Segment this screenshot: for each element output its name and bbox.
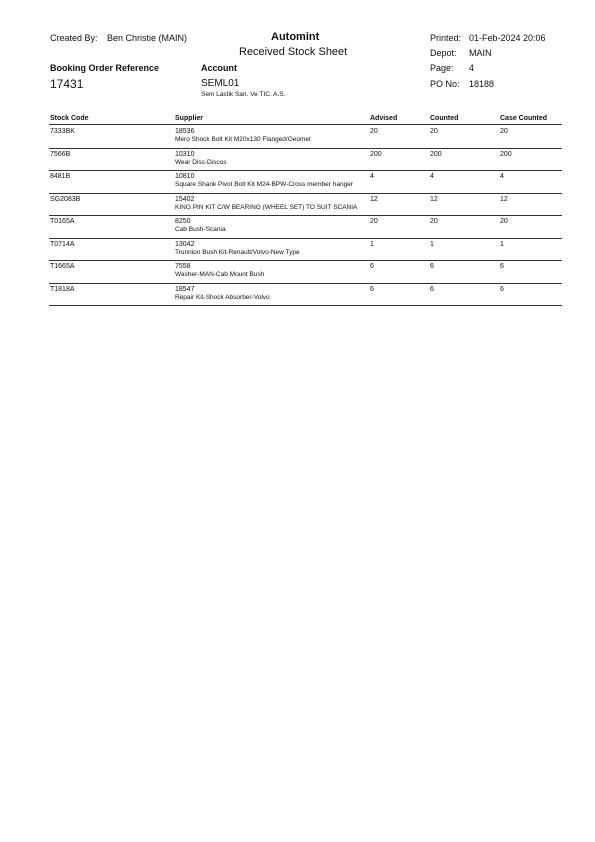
- depot-label: Depot:: [430, 48, 457, 58]
- page-number: 4: [469, 63, 475, 73]
- advised-qty-cell: 200: [370, 150, 382, 158]
- po-number: 18188: [469, 79, 495, 89]
- table-row: [0, 261, 595, 284]
- case-counted-cell: 12: [500, 195, 508, 203]
- supplier-code-cell: 7558: [175, 263, 191, 270]
- supplier-code-cell: 18547: [175, 285, 195, 293]
- table-row: [0, 284, 595, 307]
- stock-code-cell: T0165A: [50, 218, 75, 225]
- created-by-label: Created By:: [50, 33, 98, 43]
- booking-order-value: 17431: [50, 77, 84, 91]
- advised-qty-cell: 4: [370, 173, 374, 180]
- col-case-counted: Case Counted: [500, 115, 548, 122]
- item-description-cell: Trunnion Bush Kit-Renault/Volvo-New Type: [175, 248, 300, 256]
- advised-qty-cell: 6: [370, 285, 374, 293]
- stock-code-cell: T1665A: [50, 263, 75, 270]
- case-counted-cell: 4: [500, 173, 504, 180]
- item-description-cell: Wear Disc-Discos: [175, 158, 227, 166]
- advised-qty-cell: 1: [370, 240, 374, 248]
- item-description-cell: Square Shank Pivot Bolt Kit M24-BPW-Cross member hanger: [175, 181, 353, 188]
- col-advised: Advised: [370, 115, 398, 122]
- col-stock-code: Stock Code: [50, 115, 89, 122]
- page-label: Page:: [430, 63, 454, 73]
- counted-qty-cell: 6: [430, 263, 434, 270]
- case-counted-cell: 20: [500, 218, 508, 225]
- company-name: Automint: [271, 31, 320, 43]
- table-row: [0, 216, 595, 239]
- item-description-cell: KING PIN KIT C/W BEARING (WHEEL SET) TO SUIT SCANIA: [175, 203, 358, 211]
- table-row: [0, 126, 595, 149]
- account-code: SEML01: [201, 78, 240, 89]
- counted-qty-cell: 1: [430, 240, 434, 248]
- stock-code-cell: 7566B: [50, 150, 71, 158]
- supplier-code-cell: 18536: [175, 128, 195, 135]
- case-counted-cell: 20: [500, 128, 508, 135]
- stock-code-cell: 7333BK: [50, 128, 75, 135]
- item-description-cell: Repair Kit-Shock Absorber-Volvo: [175, 293, 270, 301]
- counted-qty-cell: 4: [430, 173, 434, 180]
- table-row: [0, 239, 595, 262]
- supplier-code-cell: 10310: [175, 150, 195, 158]
- printed-label: Printed:: [430, 33, 462, 43]
- account-name: Sem Lastik San. Ve TIC. A.S.: [201, 91, 286, 98]
- item-description-cell: Cab Bush-Scania: [175, 226, 226, 233]
- booking-order-label: Booking Order Reference: [50, 63, 160, 73]
- supplier-code-cell: 8250: [175, 218, 191, 225]
- advised-qty-cell: 20: [370, 218, 378, 225]
- printed-value: 01-Feb-2024 20:06: [469, 33, 546, 43]
- case-counted-cell: 200: [500, 150, 512, 158]
- supplier-code-cell: 10810: [175, 173, 195, 180]
- stock-code-cell: T1818A: [50, 285, 75, 293]
- table-row: [0, 194, 595, 217]
- table-row: [0, 149, 595, 172]
- row-divider: [49, 305, 562, 306]
- counted-qty-cell: 12: [430, 195, 438, 203]
- stock-code-cell: T0714A: [50, 240, 75, 248]
- table-row: [0, 171, 595, 194]
- account-label: Account: [201, 63, 237, 73]
- depot-value: MAIN: [469, 48, 492, 58]
- item-description-cell: Washer-MAN-Cab Mount Bush: [175, 271, 265, 278]
- advised-qty-cell: 12: [370, 195, 378, 203]
- counted-qty-cell: 20: [430, 218, 438, 225]
- case-counted-cell: 6: [500, 263, 504, 270]
- header-divider: [49, 124, 562, 125]
- document-title: Received Stock Sheet: [239, 46, 348, 58]
- case-counted-cell: 1: [500, 240, 504, 248]
- created-by-value: Ben Christie (MAIN): [107, 33, 188, 43]
- counted-qty-cell: 6: [430, 285, 434, 293]
- supplier-code-cell: 15402: [175, 195, 195, 203]
- supplier-code-cell: 13042: [175, 240, 195, 248]
- stock-code-cell: SG2083B: [50, 195, 81, 203]
- counted-qty-cell: 200: [430, 150, 442, 158]
- item-description-cell: Mero Shock Bolt Kit M20x130 Flanged/Geomet: [175, 136, 311, 143]
- advised-qty-cell: 6: [370, 263, 374, 270]
- advised-qty-cell: 20: [370, 128, 378, 135]
- col-counted: Counted: [430, 115, 459, 122]
- case-counted-cell: 6: [500, 285, 504, 293]
- counted-qty-cell: 20: [430, 128, 438, 135]
- stock-code-cell: 8481B: [50, 173, 71, 180]
- po-label: PO No:: [430, 79, 460, 89]
- col-supplier: Supplier: [175, 115, 204, 122]
